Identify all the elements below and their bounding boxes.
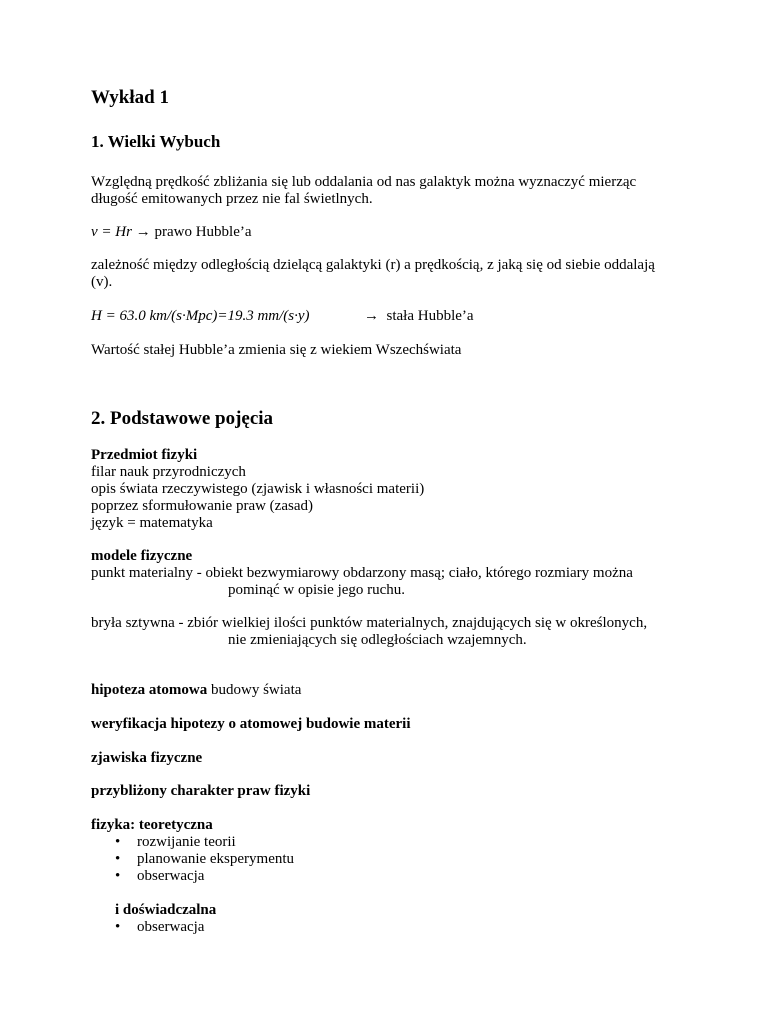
approximate-laws-heading: przybliżony charakter praw fizyki bbox=[91, 783, 311, 799]
bullet-icon: • bbox=[115, 851, 121, 867]
subject-line: opis świata rzeczywistego (zjawisk i własności materii) bbox=[91, 481, 425, 497]
hubble-constant-formula: H = 63.0 km/(s·Mpc)=19.3 mm/(s·y) bbox=[91, 308, 310, 324]
list-item bbox=[115, 919, 204, 936]
subject-line: filar nauk przyrodniczych bbox=[91, 464, 246, 480]
bullet-icon: • bbox=[115, 919, 121, 935]
section-heading-big-bang: 1. Wielki Wybuch bbox=[91, 132, 221, 151]
paragraph-line: długość emitowanych przez nie fal świetlnych. bbox=[91, 191, 373, 207]
hubble-law-label: prawo Hubble’a bbox=[154, 224, 252, 240]
physics-experimental-title: i doświadczalna bbox=[115, 902, 217, 918]
model-definition-line: bryła sztywna - zbiór wielkiej ilości punktów materialnych, znajdujących się w określonych, bbox=[91, 615, 648, 631]
model-definition-line: pominąć w opisie jego ruchu. bbox=[228, 582, 406, 598]
hubble-law-formula: v = Hr bbox=[91, 224, 132, 240]
hubble-constant-label-line bbox=[364, 308, 474, 325]
physics-theoretical-title: fizyka: teoretyczna bbox=[91, 817, 213, 833]
list-item bbox=[115, 834, 236, 851]
atomic-hypothesis-line bbox=[91, 682, 301, 699]
subject-line: poprzez sformułowanie praw (zasad) bbox=[91, 498, 313, 514]
model-definition-line: punkt materialny - obiekt bezwymiarowy obdarzony masą; ciało, którego rozmiary można bbox=[91, 565, 633, 581]
bullet-icon: • bbox=[115, 868, 121, 884]
atomic-hypothesis-rest: budowy świata bbox=[207, 682, 302, 698]
list-item-label: rozwijanie teorii bbox=[137, 834, 236, 850]
paragraph-line: zależność między odległością dzielącą galaktyki (r) a prędkością, z jaką się od siebie oddalają bbox=[91, 257, 655, 273]
models-title: modele fizyczne bbox=[91, 548, 193, 564]
model-definition-line: nie zmieniających się odległościach wzajemnych. bbox=[228, 632, 527, 648]
subject-title: Przedmiot fizyki bbox=[91, 447, 198, 463]
subject-line: język = matematyka bbox=[91, 515, 213, 531]
arrow-icon: → bbox=[364, 308, 379, 324]
bullet-icon: • bbox=[115, 834, 121, 850]
list-item bbox=[115, 851, 294, 868]
verification-heading: weryfikacja hipotezy o atomowej budowie materii bbox=[91, 716, 411, 732]
paragraph-line: Względną prędkość zbliżania się lub oddalania od nas galaktyk można wyznaczyć mierząc bbox=[91, 174, 637, 190]
hubble-law-line bbox=[91, 224, 252, 241]
list-item bbox=[115, 868, 204, 885]
section-heading-basic-concepts: 2. Podstawowe pojęcia bbox=[91, 408, 274, 429]
atomic-hypothesis-term: hipoteza atomowa bbox=[91, 682, 208, 698]
hubble-constant-label: stała Hubble’a bbox=[386, 308, 474, 324]
paragraph-line: Wartość stałej Hubble’a zmienia się z wiekiem Wszechświata bbox=[91, 342, 462, 358]
arrow-icon: → bbox=[135, 224, 151, 240]
lecture-title: Wykład 1 bbox=[91, 87, 169, 108]
paragraph-line: (v). bbox=[91, 274, 113, 290]
list-item-label: obserwacja bbox=[137, 919, 205, 935]
phenomena-heading: zjawiska fizyczne bbox=[91, 750, 203, 766]
list-item-label: planowanie eksperymentu bbox=[137, 851, 295, 867]
list-item-label: obserwacja bbox=[137, 868, 205, 884]
